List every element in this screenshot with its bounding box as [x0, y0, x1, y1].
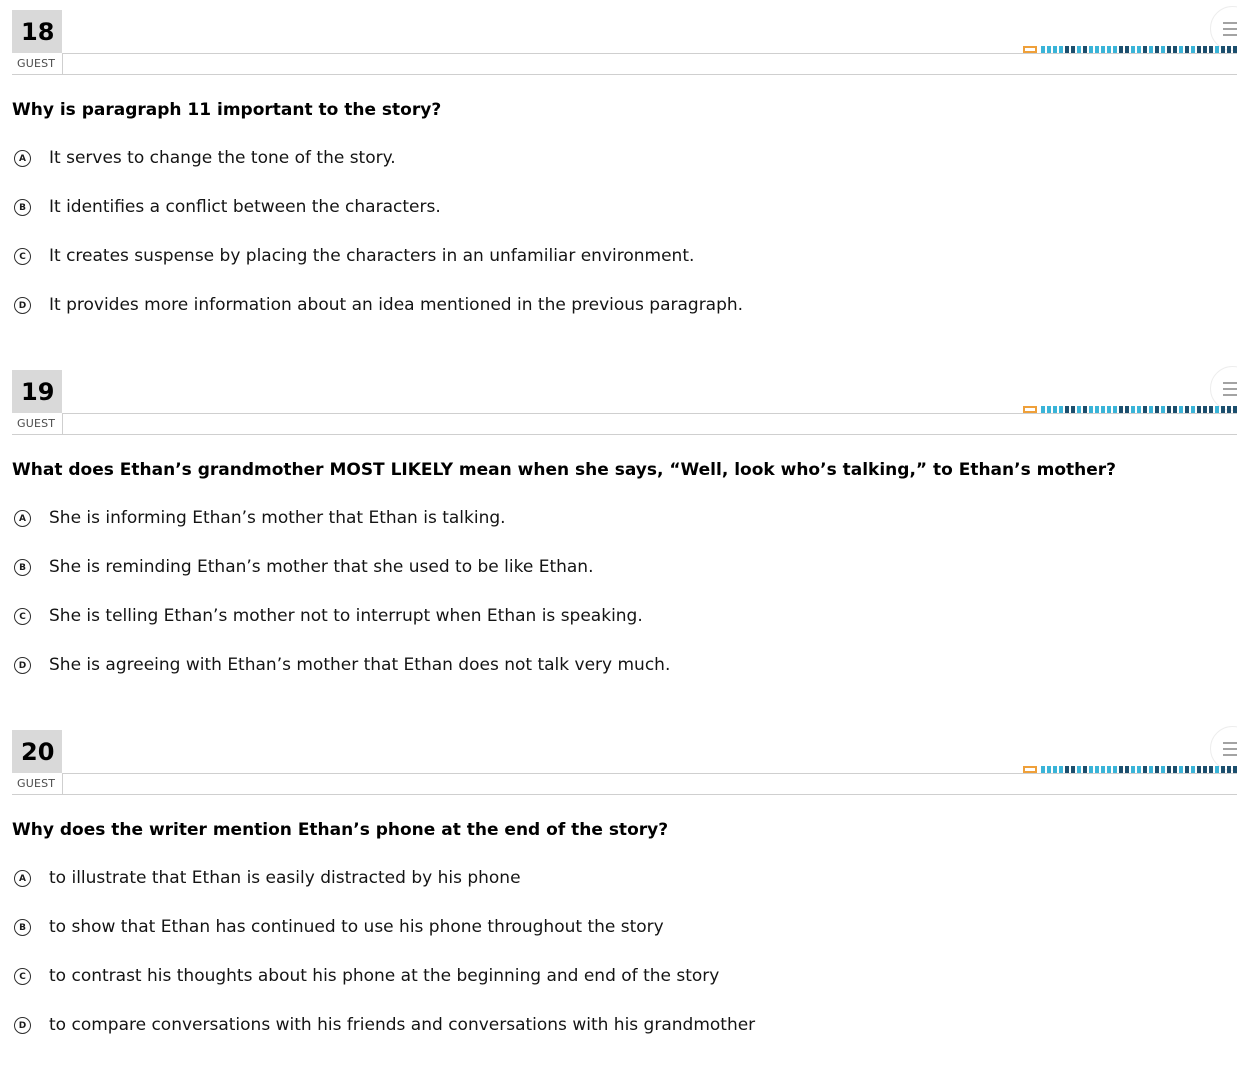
header-divider-top	[62, 413, 1237, 414]
response-dash	[1197, 406, 1201, 413]
option-letter-icon: D	[14, 1017, 31, 1034]
option-letter-icon: B	[14, 919, 31, 936]
response-dash	[1167, 406, 1171, 413]
response-dash	[1107, 46, 1111, 53]
response-dash	[1053, 766, 1057, 773]
response-dash	[1113, 46, 1117, 53]
dash-marker-orange	[1023, 46, 1037, 53]
answer-option[interactable]	[0, 557, 1237, 578]
response-dash	[1155, 766, 1159, 773]
response-dash-strip	[1023, 765, 1237, 773]
student-label: GUEST	[12, 413, 63, 434]
question-text: What does Ethan’s grandmother MOST LIKELY mean when she says, “Well, look who’s talking,” to Ethan’s mother?	[12, 460, 1117, 480]
response-dash	[1149, 46, 1153, 53]
response-dash	[1095, 766, 1099, 773]
response-dash	[1203, 766, 1207, 773]
header-divider-top	[62, 53, 1237, 54]
response-dash	[1083, 46, 1087, 53]
question-block	[0, 720, 1237, 1036]
option-text: She is agreeing with Ethan’s mother that Ethan does not talk very much.	[49, 655, 671, 675]
options-list	[0, 148, 1237, 316]
response-dash	[1221, 46, 1225, 53]
response-dash	[1053, 46, 1057, 53]
response-dash	[1185, 406, 1189, 413]
question-block	[0, 0, 1237, 316]
response-dash	[1047, 766, 1051, 773]
response-dash	[1233, 766, 1237, 773]
response-dash	[1065, 766, 1069, 773]
response-dash	[1197, 46, 1201, 53]
response-dash	[1179, 406, 1183, 413]
option-text: It serves to change the tone of the story.	[49, 148, 396, 168]
response-dash	[1041, 406, 1045, 413]
response-dash	[1179, 766, 1183, 773]
response-dash	[1095, 46, 1099, 53]
response-dash	[1071, 766, 1075, 773]
response-dash	[1059, 46, 1063, 53]
response-dash	[1137, 766, 1141, 773]
option-letter-icon: B	[14, 559, 31, 576]
response-dash	[1101, 46, 1105, 53]
response-dash	[1173, 766, 1177, 773]
option-letter-icon: C	[14, 608, 31, 625]
question-text: Why is paragraph 11 important to the story?	[12, 100, 442, 120]
response-dash	[1173, 406, 1177, 413]
response-dash	[1233, 46, 1237, 53]
answer-option[interactable]	[0, 246, 1237, 267]
option-text: It provides more information about an idea mentioned in the previous paragraph.	[49, 295, 744, 315]
response-dash	[1215, 406, 1219, 413]
response-dash	[1083, 406, 1087, 413]
hamburger-icon	[1223, 382, 1237, 384]
response-dash	[1077, 406, 1081, 413]
response-dash	[1215, 46, 1219, 53]
answer-option[interactable]	[0, 966, 1237, 987]
header-divider-bottom	[12, 794, 1237, 795]
options-list	[0, 868, 1237, 1036]
option-text: to compare conversations with his friends and conversations with his grandmother	[49, 1015, 756, 1035]
option-text: to contrast his thoughts about his phone at the beginning and end of the story	[49, 966, 720, 986]
response-dash	[1191, 766, 1195, 773]
response-dash	[1137, 46, 1141, 53]
response-dash	[1101, 766, 1105, 773]
response-dash	[1185, 46, 1189, 53]
answer-option[interactable]	[0, 868, 1237, 889]
response-dash	[1059, 406, 1063, 413]
response-dash	[1053, 406, 1057, 413]
response-dash	[1209, 406, 1213, 413]
hamburger-icon	[1223, 742, 1237, 744]
response-dash	[1125, 406, 1129, 413]
response-dash	[1191, 46, 1195, 53]
header-divider-bottom	[12, 434, 1237, 435]
response-dash	[1197, 766, 1201, 773]
response-dash-strip	[1023, 45, 1237, 53]
option-text: to show that Ethan has continued to use his phone throughout the story	[49, 917, 664, 937]
response-dash	[1203, 406, 1207, 413]
response-dash	[1041, 46, 1045, 53]
question-header	[0, 730, 1237, 794]
answer-option[interactable]	[0, 655, 1237, 676]
response-dash	[1101, 406, 1105, 413]
response-dash	[1161, 766, 1165, 773]
response-dash	[1227, 46, 1231, 53]
option-letter-icon: C	[14, 248, 31, 265]
question-number: 18	[12, 10, 62, 53]
response-dash	[1227, 406, 1231, 413]
student-label: GUEST	[12, 53, 63, 74]
hamburger-icon	[1223, 22, 1237, 24]
options-list	[0, 508, 1237, 676]
response-dash	[1227, 766, 1231, 773]
response-dash	[1077, 46, 1081, 53]
response-dash-strip	[1023, 405, 1237, 413]
response-dash	[1209, 46, 1213, 53]
response-dash	[1221, 766, 1225, 773]
header-divider-bottom	[12, 74, 1237, 75]
response-dash	[1047, 46, 1051, 53]
question-number: 20	[12, 730, 62, 773]
option-text: It creates suspense by placing the characters in an unfamiliar environment.	[49, 246, 695, 266]
response-dash	[1107, 766, 1111, 773]
response-dash	[1149, 406, 1153, 413]
response-dash	[1119, 406, 1123, 413]
option-letter-icon: D	[14, 297, 31, 314]
response-dash	[1131, 406, 1135, 413]
response-dash	[1125, 46, 1129, 53]
response-dash	[1155, 46, 1159, 53]
response-dash	[1173, 46, 1177, 53]
response-dash	[1089, 406, 1093, 413]
option-letter-icon: C	[14, 968, 31, 985]
answer-option[interactable]	[0, 606, 1237, 627]
response-dash	[1167, 766, 1171, 773]
answer-option[interactable]	[0, 1015, 1237, 1036]
response-dash	[1143, 766, 1147, 773]
response-dash	[1065, 46, 1069, 53]
response-dash	[1221, 406, 1225, 413]
option-letter-icon: B	[14, 199, 31, 216]
question-header	[0, 10, 1237, 74]
option-text: She is telling Ethan’s mother not to interrupt when Ethan is speaking.	[49, 606, 643, 626]
option-text: to illustrate that Ethan is easily distracted by his phone	[49, 868, 521, 888]
dash-marker-orange	[1023, 766, 1037, 773]
option-letter-icon: A	[14, 150, 31, 167]
response-dash	[1083, 766, 1087, 773]
question-text: Why does the writer mention Ethan’s phone at the end of the story?	[12, 820, 669, 840]
response-dash	[1125, 766, 1129, 773]
answer-option[interactable]	[0, 197, 1237, 218]
response-dash	[1149, 766, 1153, 773]
option-text: It identifies a conflict between the characters.	[49, 197, 441, 217]
response-dash	[1203, 46, 1207, 53]
question-number: 19	[12, 370, 62, 413]
response-dash	[1143, 406, 1147, 413]
dash-marker-orange	[1023, 406, 1037, 413]
response-dash	[1089, 766, 1093, 773]
response-dash	[1041, 766, 1045, 773]
response-dash	[1095, 406, 1099, 413]
response-dash	[1131, 46, 1135, 53]
option-text: She is reminding Ethan’s mother that she used to be like Ethan.	[49, 557, 594, 577]
response-dash	[1161, 406, 1165, 413]
response-dash	[1191, 406, 1195, 413]
response-dash	[1143, 46, 1147, 53]
response-dash	[1161, 46, 1165, 53]
student-label: GUEST	[12, 773, 63, 794]
response-dash	[1113, 406, 1117, 413]
response-dash	[1119, 766, 1123, 773]
response-dash	[1089, 46, 1093, 53]
option-letter-icon: A	[14, 510, 31, 527]
answer-option[interactable]	[0, 148, 1237, 169]
response-dash	[1047, 406, 1051, 413]
response-dash	[1185, 766, 1189, 773]
question-header	[0, 370, 1237, 434]
response-dash	[1179, 46, 1183, 53]
response-dash	[1065, 406, 1069, 413]
answer-option[interactable]	[0, 917, 1237, 938]
option-letter-icon: A	[14, 870, 31, 887]
response-dash	[1137, 406, 1141, 413]
response-dash	[1215, 766, 1219, 773]
response-dash	[1071, 46, 1075, 53]
response-dash	[1107, 406, 1111, 413]
answer-option[interactable]	[0, 295, 1237, 316]
response-dash	[1155, 406, 1159, 413]
question-block	[0, 360, 1237, 676]
option-text: She is informing Ethan’s mother that Ethan is talking.	[49, 508, 506, 528]
header-divider-top	[62, 773, 1237, 774]
response-dash	[1131, 766, 1135, 773]
response-dash	[1113, 766, 1117, 773]
option-letter-icon: D	[14, 657, 31, 674]
response-dash	[1209, 766, 1213, 773]
answer-option[interactable]	[0, 508, 1237, 529]
response-dash	[1059, 766, 1063, 773]
response-dash	[1077, 766, 1081, 773]
response-dash	[1119, 46, 1123, 53]
response-dash	[1233, 406, 1237, 413]
response-dash	[1167, 46, 1171, 53]
response-dash	[1071, 406, 1075, 413]
